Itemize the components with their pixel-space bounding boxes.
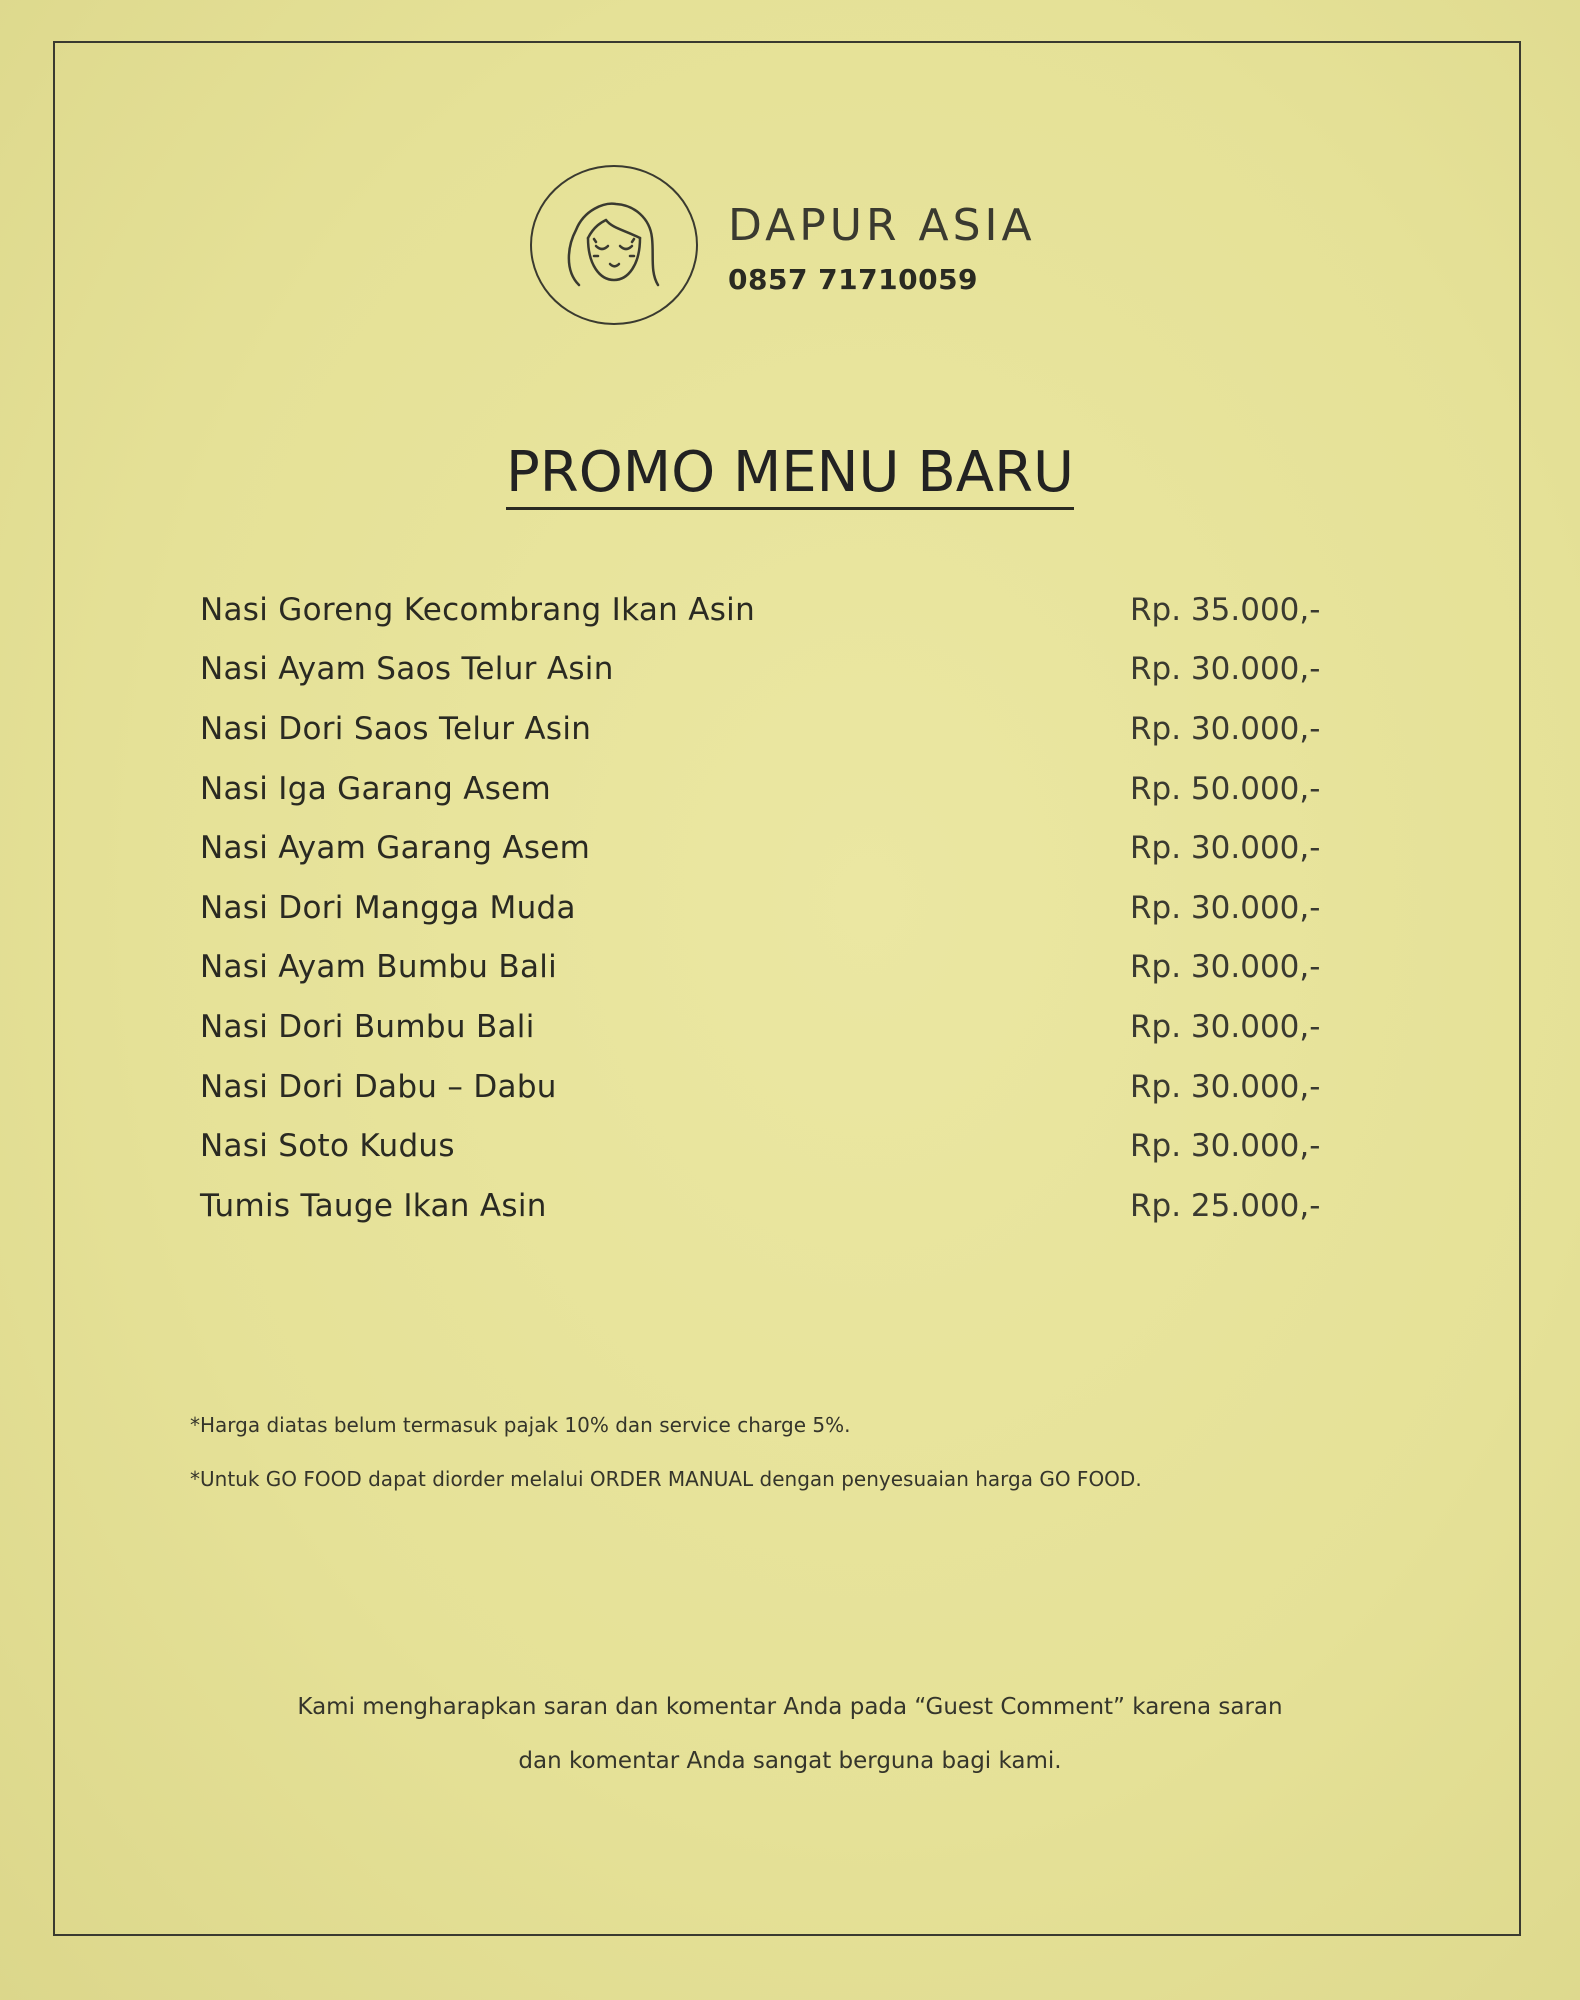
menu-item [200, 818, 1330, 878]
gofood-note: *Untuk GO FOOD dapat diorder melalui ORDER MANUAL dengan penyesuaian harga GO FOOD. [190, 1467, 1142, 1491]
menu-item-name: Tumis Tauge Ikan Asin [200, 1187, 547, 1224]
menu-item-price: Rp. 35.000,- [1130, 591, 1321, 628]
menu-item-price: Rp. 30.000,- [1130, 651, 1321, 688]
menu-item [200, 1116, 1330, 1176]
brand-header [530, 165, 1036, 325]
menu-item [200, 699, 1330, 759]
menu-item-price: Rp. 30.000,- [1130, 1008, 1321, 1045]
menu-item-price: Rp. 30.000,- [1130, 1068, 1321, 1105]
menu-item-name: Nasi Ayam Bumbu Bali [200, 949, 558, 986]
menu-item [200, 997, 1330, 1057]
menu-item-name: Nasi Goreng Kecombrang Ikan Asin [200, 591, 756, 628]
menu-item-name: Nasi Soto Kudus [200, 1128, 455, 1165]
menu-item-price: Rp. 30.000,- [1130, 949, 1321, 986]
menu-item-price: Rp. 30.000,- [1130, 830, 1321, 867]
menu-item [200, 640, 1330, 700]
menu-item [200, 938, 1330, 998]
menu-list [200, 580, 1330, 1236]
footer-message [0, 1680, 1580, 1788]
menu-item-price: Rp. 30.000,- [1130, 1128, 1321, 1165]
menu-item-price: Rp. 30.000,- [1130, 889, 1321, 926]
menu-item [200, 1057, 1330, 1117]
page-title: PROMO MENU BARU [506, 440, 1074, 510]
tax-note: *Harga diatas belum termasuk pajak 10% dan service charge 5%. [190, 1413, 851, 1437]
notes [190, 1413, 1142, 1521]
menu-item-name: Nasi Iga Garang Asem [200, 770, 552, 807]
menu-item-name: Nasi Ayam Saos Telur Asin [200, 651, 614, 688]
footer-line-1: Kami mengharapkan saran dan komentar Anda pada “Guest Comment” karena saran [297, 1694, 1283, 1720]
brand-name: DAPUR ASIA [728, 200, 1036, 252]
brand-phone: 0857 71710059 [728, 262, 979, 296]
menu-item-name: Nasi Dori Dabu – Dabu [200, 1068, 557, 1105]
menu-item-price: Rp. 50.000,- [1130, 770, 1321, 807]
footer-line-2: dan komentar Anda sangat berguna bagi kami. [518, 1748, 1062, 1774]
menu-item-name: Nasi Dori Mangga Muda [200, 889, 576, 926]
menu-item [200, 1176, 1330, 1236]
menu-item-price: Rp. 30.000,- [1130, 710, 1321, 747]
menu-item-name: Nasi Dori Bumbu Bali [200, 1008, 535, 1045]
menu-item-name: Nasi Dori Saos Telur Asin [200, 710, 592, 747]
menu-item-name: Nasi Ayam Garang Asem [200, 830, 591, 867]
menu-item [200, 759, 1330, 819]
menu-item [200, 878, 1330, 938]
menu-item [200, 580, 1330, 640]
brand-text [728, 202, 1036, 295]
girl-face-logo-icon [530, 165, 698, 325]
menu-item-price: Rp. 25.000,- [1130, 1187, 1321, 1224]
page-title-wrap [0, 440, 1580, 505]
